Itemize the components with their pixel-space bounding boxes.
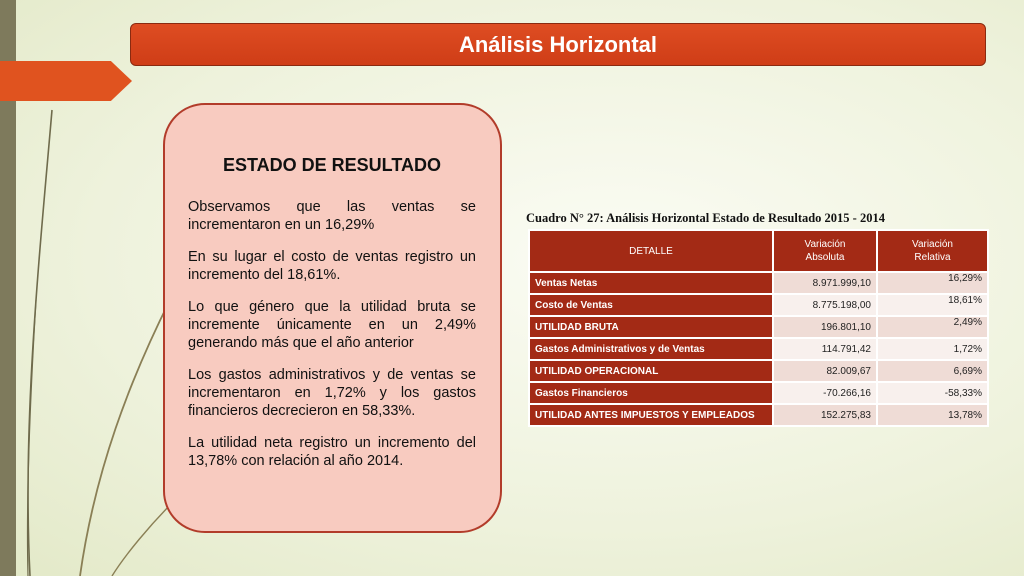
row-relative-value: 1,72% — [877, 338, 988, 360]
row-absolute-value: 8.971.999,10 — [773, 272, 877, 294]
panel-paragraph-5: La utilidad neta registro un incremento del 13,78% con relación al año 2014. — [188, 435, 476, 469]
panel-paragraph-1: Observamos que las ventas se incrementaron en un 16,29% — [188, 199, 476, 233]
decorative-curve-1 — [28, 110, 52, 576]
row-label: UTILIDAD ANTES IMPUESTOS Y EMPLEADOS — [529, 404, 773, 426]
row-absolute-value: -70.266,16 — [773, 382, 877, 404]
summary-panel — [163, 103, 502, 533]
row-label: Ventas Netas — [529, 272, 773, 294]
slide-title: Análisis Horizontal — [130, 23, 986, 66]
header-absolute-line1: Variación — [804, 239, 846, 250]
table-row — [529, 294, 988, 316]
table-caption: Cuadro N° 27: Análisis Horizontal Estado de Resultado 2015 - 2014 — [526, 211, 885, 225]
panel-heading: ESTADO DE RESULTADO — [222, 155, 441, 175]
row-label: UTILIDAD BRUTA — [529, 316, 773, 338]
decorative-curve-3 — [80, 300, 170, 576]
table-header-row — [529, 230, 988, 272]
table-row — [529, 316, 988, 338]
row-label: Gastos Administrativos y de Ventas — [529, 338, 773, 360]
row-label: UTILIDAD OPERACIONAL — [529, 360, 773, 382]
row-absolute-value: 8.775.198,00 — [773, 294, 877, 316]
row-relative-value: 13,78% — [877, 404, 988, 426]
table-row — [529, 404, 988, 426]
panel-paragraph-4: Los gastos administrativos y de ventas se incrementaron en 1,72% y los gastos financieros decrecieron en 58,33%. — [188, 367, 476, 419]
table-row — [529, 360, 988, 382]
panel-paragraph-3: Lo que género que la utilidad bruta se incremente únicamente en un 2,49% generando más que el año anterior — [188, 299, 476, 351]
row-absolute-value: 82.009,67 — [773, 360, 877, 382]
row-label: Costo de Ventas — [529, 294, 773, 316]
decorative-curves — [0, 0, 180, 576]
row-label: Gastos Financieros — [529, 382, 773, 404]
table-row — [529, 272, 988, 294]
panel-paragraph-2: En su lugar el costo de ventas registro un incremento del 18,61%. — [188, 249, 476, 283]
header-relative-variation — [877, 230, 988, 272]
row-relative-value: 6,69% — [877, 360, 988, 382]
row-absolute-value: 152.275,83 — [773, 404, 877, 426]
row-absolute-value: 196.801,10 — [773, 316, 877, 338]
header-detail: DETALLE — [529, 230, 773, 272]
row-absolute-value: 114.791,42 — [773, 338, 877, 360]
header-absolute-variation — [773, 230, 877, 272]
table-row — [529, 338, 988, 360]
table-row — [529, 382, 988, 404]
header-absolute-line2: Absoluta — [805, 252, 845, 263]
header-relative-line2: Relativa — [914, 252, 951, 263]
row-relative-value: 2,49% — [877, 316, 988, 338]
header-relative-line1: Variación — [912, 239, 953, 250]
decorative-curve-4 — [112, 500, 175, 576]
row-relative-value: -58,33% — [877, 382, 988, 404]
row-relative-value: 16,29% — [877, 272, 988, 294]
row-relative-value: 18,61% — [877, 294, 988, 316]
horizontal-analysis-table — [528, 229, 989, 427]
